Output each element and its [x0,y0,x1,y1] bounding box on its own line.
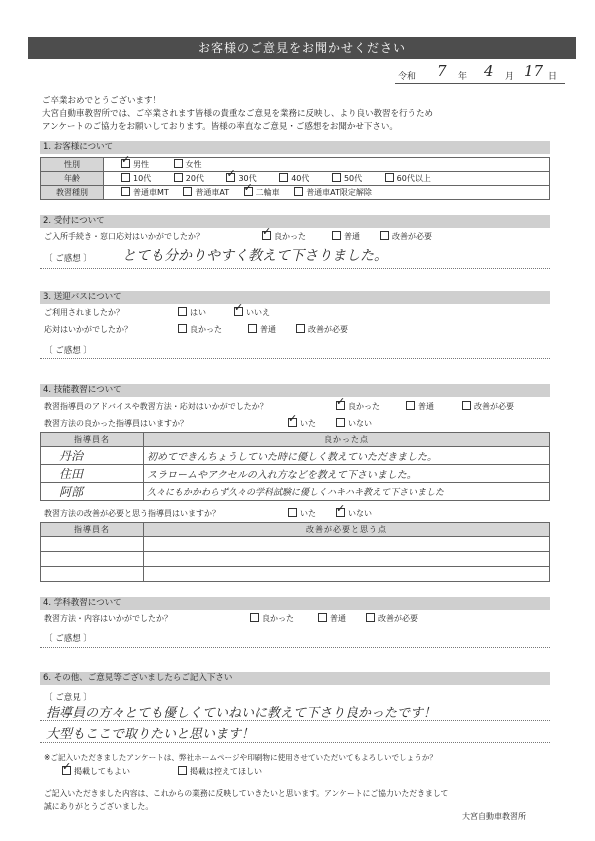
checkbox-icon[interactable] [406,401,415,410]
bus-service-question: 応対はいかがでしたか？ [44,325,132,334]
good-instructor-yes[interactable]: ✓ いた [288,418,316,430]
gender-male-option[interactable]: ✓ 男性 [121,160,149,169]
intro-line-1: ご卒業おめでとうございます！ [42,96,162,106]
checkbox-checked-icon[interactable] [62,766,71,775]
good-point: 久々にもかかわらず久々の学科試験に優しくハキハキ教えて下さいました [144,483,550,501]
bus-service-good[interactable]: 良かった [178,324,222,336]
checkbox-icon[interactable] [385,173,394,182]
age-option-40s[interactable]: 40代 [279,174,309,183]
bus-service-normal[interactable]: 普通 [248,324,276,336]
good-instructor-no[interactable]: いない [336,418,372,430]
date-era: 令和 [398,72,417,82]
checkbox-checked-icon[interactable] [226,173,235,182]
checkbox-checked-icon[interactable] [336,508,345,517]
consent-question: ※ご記入いただきましたアンケートは、弊社ホームページや印刷物に使用させていただいてもよろしいでしょうか？ [44,753,438,762]
reception-question: ご入所手続き・窓口応対はいかがでしたか？ [44,232,204,241]
section-2-heading: 2. 受付について [40,215,550,228]
classroom-option-normal[interactable]: 普通 [318,613,346,625]
skill-option-normal[interactable]: 普通 [406,401,434,413]
date-year-unit: 年 [458,72,468,82]
classroom-option-good[interactable]: 良かった [250,613,294,625]
reception-option-good[interactable]: ✓ 良かった [262,231,306,243]
blank-cell[interactable] [41,537,144,552]
checkbox-icon[interactable] [178,324,187,333]
improve-instructor-question: 教習方法の改善が必要と思う指導員はいますか？ [44,509,220,518]
age-option-60s-plus[interactable]: 60代以上 [385,174,431,183]
instructor-name: 阿部 [41,483,144,501]
instructor-name: 丹治 [41,447,144,465]
checkbox-icon[interactable] [178,307,187,316]
classroom-question: 教習方法・内容はいかがでしたか？ [44,614,172,623]
reception-option-normal[interactable]: 普通 [332,231,360,243]
blank-cell[interactable] [41,567,144,582]
checkbox-icon[interactable] [250,613,259,622]
checkbox-checked-icon[interactable] [121,159,130,168]
reception-comment: とても分かりやすく教えて下さりました。 [122,248,388,264]
checkbox-checked-icon[interactable] [244,187,253,196]
opinion-label: 〔 ご意見 〕 [44,693,92,703]
checkbox-icon[interactable] [174,159,183,168]
section-6-heading: 6. その他、ご意見等ございましたらご記入下さい [40,672,550,685]
divider [40,358,550,359]
date-month: 4 [484,62,494,80]
page-title: お客様のご意見をお聞かせください [28,37,576,59]
date-day: 17 [524,62,544,80]
age-label: 年齢 [41,172,104,186]
divider [40,742,550,743]
checkbox-icon[interactable] [183,187,192,196]
checkbox-icon[interactable] [279,173,288,182]
age-option-30s[interactable]: ✓ 30代 [226,174,256,183]
bus-use-question: ご利用されましたか？ [44,308,124,317]
bus-service-improve[interactable]: 改善が必要 [296,324,348,336]
opinion-line-1: 指導員の方々とても優しくていねいに教えて下さり良かったです！ [46,706,437,721]
course-label: 教習種別 [41,186,104,200]
improve-instructor-no[interactable]: ✓ いない [336,508,372,520]
checkbox-icon[interactable] [462,401,471,410]
reception-comment-label: 〔 ご感想 〕 [44,254,92,264]
divider [40,268,550,269]
blank-cell[interactable] [144,537,550,552]
closing-line-2: 誠にありがとうございました。 [44,802,154,811]
intro-line-3: アンケートのご協力をお願いしております。皆様の率直なご意見・ご感想をお聞かせ下さい。 [42,122,398,132]
checkbox-icon[interactable] [288,508,297,517]
course-option-at-limit-removal[interactable]: 普通車AT限定解除 [294,188,372,197]
gender-label: 性別 [41,158,104,172]
closing-line-1: ご記入いただきました内容は、これからの業務に反映していきたいと思います。アンケートにご協力いただきまして [44,789,449,798]
age-option-50s[interactable]: 50代 [332,174,362,183]
section-5-heading: 4. 学科教習について [40,597,550,610]
checkbox-icon[interactable] [332,173,341,182]
course-option-at[interactable]: 普通車AT [183,188,229,197]
instructor-name: 住田 [41,465,144,483]
col-good-points: 良かった点 [144,433,550,447]
blank-cell[interactable] [144,567,550,582]
consent-yes[interactable]: ✓掲載してもよい [62,766,130,778]
skill-instruction-question: 教習指導員のアドバイスや教習方法・応対はいかがでしたか？ [44,402,268,411]
opinion-line-2: 大型もここで取りたいと思います！ [46,727,255,742]
blank-cell[interactable] [41,552,144,567]
checkbox-checked-icon[interactable] [262,231,271,240]
checkbox-checked-icon[interactable] [234,307,243,316]
checkbox-icon[interactable] [318,613,327,622]
consent-no[interactable]: 掲載は控えてほしい [178,766,262,778]
date-month-unit: 月 [505,72,515,82]
good-instructor-question: 教習方法の良かった指導員はいますか？ [44,419,188,428]
checkbox-icon[interactable] [366,613,375,622]
section-1-heading: 1. お客様について [40,141,550,154]
section-4-heading: 4. 技能教習について [40,384,550,397]
good-instructor-table [40,432,550,501]
checkbox-icon[interactable] [174,173,183,182]
checkbox-icon[interactable] [248,324,257,333]
school-name: 大宮自動車教習所 [462,812,526,821]
good-point: 初めてできんちょうしていた時に優しく教えていただきました。 [144,447,550,465]
date-year: 7 [437,62,447,80]
course-option-motorcycle[interactable]: ✓ 二輪車 [244,188,280,197]
course-option-mt[interactable]: 普通車MT [121,188,169,197]
age-option-20s[interactable]: 20代 [174,174,204,183]
skill-option-good[interactable]: ✓ 良かった [336,401,380,413]
divider [40,647,550,648]
checkbox-icon[interactable] [332,231,341,240]
checkbox-icon[interactable] [380,231,389,240]
age-option-10s[interactable]: 10代 [121,174,151,183]
checkbox-icon[interactable] [336,418,345,427]
checkbox-icon[interactable] [178,766,187,775]
date-underline [395,83,565,84]
checkbox-icon[interactable] [121,187,130,196]
classroom-option-improve[interactable]: 改善が必要 [366,613,418,625]
bus-use-yes[interactable]: はい [178,307,206,319]
checkbox-checked-icon[interactable] [288,418,297,427]
checkbox-checked-icon[interactable] [336,401,345,410]
bus-use-no[interactable]: ✓ いいえ [234,307,270,319]
improve-instructor-table [40,522,550,582]
date-day-unit: 日 [548,72,558,82]
checkbox-icon[interactable] [294,187,303,196]
reception-option-improve[interactable]: 改善が必要 [380,231,432,243]
divider [40,720,550,721]
customer-info-table [40,157,550,200]
improve-instructor-yes[interactable]: いた [288,508,316,520]
bus-comment-label: 〔 ご感想 〕 [44,346,92,356]
classroom-comment-label: 〔 ご感想 〕 [44,634,92,644]
intro-line-2: 大宮自動車教習所では、ご卒業されます皆様の貴重なご意見を業務に反映し、より良い教習を行うため [42,109,434,119]
col-instructor-name: 指導員名 [41,523,144,537]
skill-option-improve[interactable]: 改善が必要 [462,401,514,413]
checkbox-icon[interactable] [296,324,305,333]
section-3-heading: 3. 送迎バスについて [40,291,550,304]
gender-female-option[interactable]: 女性 [174,160,202,169]
good-point: スラロームやアクセルの入れ方などを教えて下さいました。 [144,465,550,483]
col-improve-points: 改善が必要と思う点 [144,523,550,537]
blank-cell[interactable] [144,552,550,567]
col-instructor-name: 指導員名 [41,433,144,447]
checkbox-icon[interactable] [121,173,130,182]
